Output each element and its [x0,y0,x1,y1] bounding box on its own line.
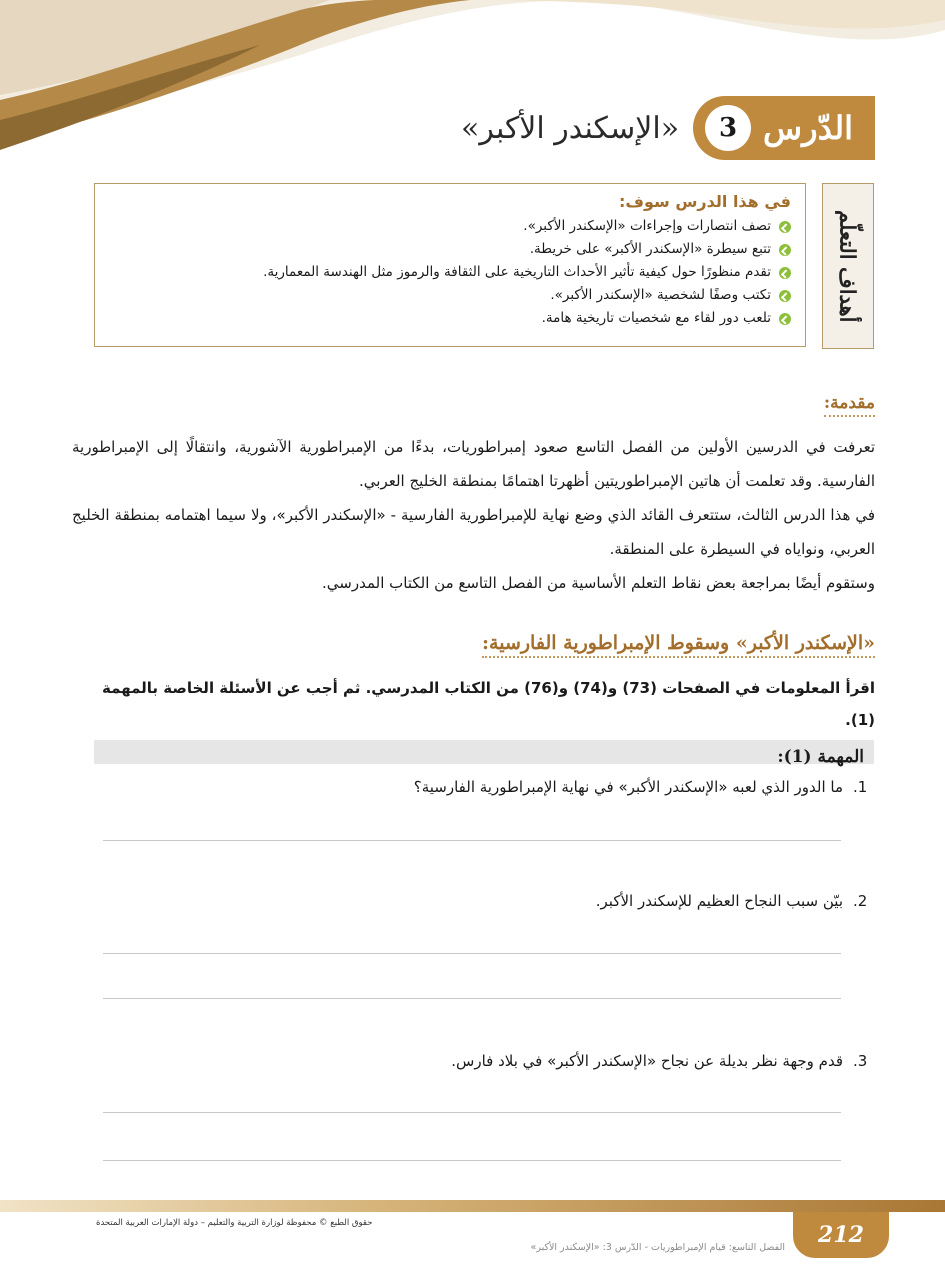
objective-text: تتبع سيطرة «الإسكندر الأكبر» على خريطة. [529,241,771,257]
question-1 [414,778,875,796]
task-title: المهمة (1): [777,747,864,767]
learning-objectives-label [822,183,874,349]
learning-objectives-box [94,183,806,347]
answer-line[interactable] [103,1112,841,1113]
intro-paragraph: تعرفت في الدرسين الأولين من الفصل التاسع صعود إمبراطوريات، بدءًا من الإمبراطورية الآشورية، وانتقالًا إلى الإمبراطورية الفارسية. وقد تعلمت أن هاتين الإمبراطوريتين أظهرتا اهتمامًا بمنطقة الخليج العربي. [72,438,875,490]
question-number: 2. [853,892,868,910]
page-number-badge [793,1212,889,1258]
objectives-side-text: أهداف التعلّم [835,209,861,323]
copyright-text: حقوق الطبع © محفوظة لوزارة التربية والتعليم – دولة الإمارات العربية المتحدة [96,1218,373,1228]
question-text: قدم وجهة نظر بديلة عن نجاح «الإسكندر الأكبر» في بلاد فارس. [451,1052,843,1070]
objective-text: تكتب وصفًا لشخصية «الإسكندر الأكبر». [550,287,771,303]
reading-instruction: اقرأ المعلومات في الصفحات (73) و(74) و(76) من الكتاب المدرسي. ثم أجب عن الأسئلة الخاصة بالمهمة (1). [102,679,875,729]
intro-text [72,430,875,600]
objectives-heading: في هذا الدرس سوف: [619,192,791,211]
lesson-title: «الإسكندر الأكبر» [461,110,680,146]
objective-item [109,215,791,238]
lesson-word: الدّرس [763,109,853,147]
intro-paragraph: في هذا الدرس الثالث، ستتعرف القائد الذي وضع نهاية للإمبراطورية الفارسية - «الإسكندر الأكبر»، ولا سيما اهتمامه بمنطقة الخليج العربي، ونواياه في السيطرة على المنطقة. [72,506,875,558]
question-3 [451,1052,875,1070]
check-bullet-icon [779,290,791,302]
check-bullet-icon [779,313,791,325]
task-title-bar [94,740,874,767]
footer-band [0,1200,945,1212]
objective-text: تقدم منظورًا حول كيفية تأثير الأحداث التاريخية على الثقافة والرموز مثل الهندسة المعمارية. [263,264,771,280]
footer-chapter-path: الفصل التاسع: قيام الإمبراطوريات - الدّرس 3: «الإسكندر الأكبر» [530,1242,785,1253]
answer-line[interactable] [103,953,841,954]
answer-line[interactable] [103,998,841,999]
question-text: بيّن سبب النجاح العظيم للإسكندر الأكبر. [595,892,843,910]
check-bullet-icon [779,267,791,279]
question-2 [596,892,875,910]
intro-title: مقدمة: [824,393,875,417]
lesson-header [461,96,875,160]
objective-item [109,307,791,330]
question-number: 1. [853,778,868,796]
question-number: 3. [853,1052,868,1070]
page-number: 212 [818,1222,864,1248]
objective-text: تلعب دور لقاء مع شخصيات تاريخية هامة. [541,310,771,326]
section-title: «الإسكندر الأكبر» وسقوط الإمبراطورية الفارسية: [482,632,875,658]
question-text: ما الدور الذي لعبه «الإسكندر الأكبر» في نهاية الإمبراطورية الفارسية؟ [413,778,843,796]
answer-line[interactable] [103,840,841,841]
objective-item [109,238,791,261]
objective-text: تصف انتصارات وإجراءات «الإسكندر الأكبر». [523,218,771,234]
check-bullet-icon [779,221,791,233]
lesson-pill [693,96,875,160]
answer-line[interactable] [103,1160,841,1161]
intro-paragraph: وستقوم أيضًا بمراجعة بعض نقاط التعلم الأساسية من الفصل التاسع من الكتاب المدرسي. [322,574,875,592]
check-bullet-icon [779,244,791,256]
lesson-number: 3 [705,105,751,151]
objectives-list [109,215,791,330]
objective-item [109,284,791,307]
objective-item [109,261,791,284]
